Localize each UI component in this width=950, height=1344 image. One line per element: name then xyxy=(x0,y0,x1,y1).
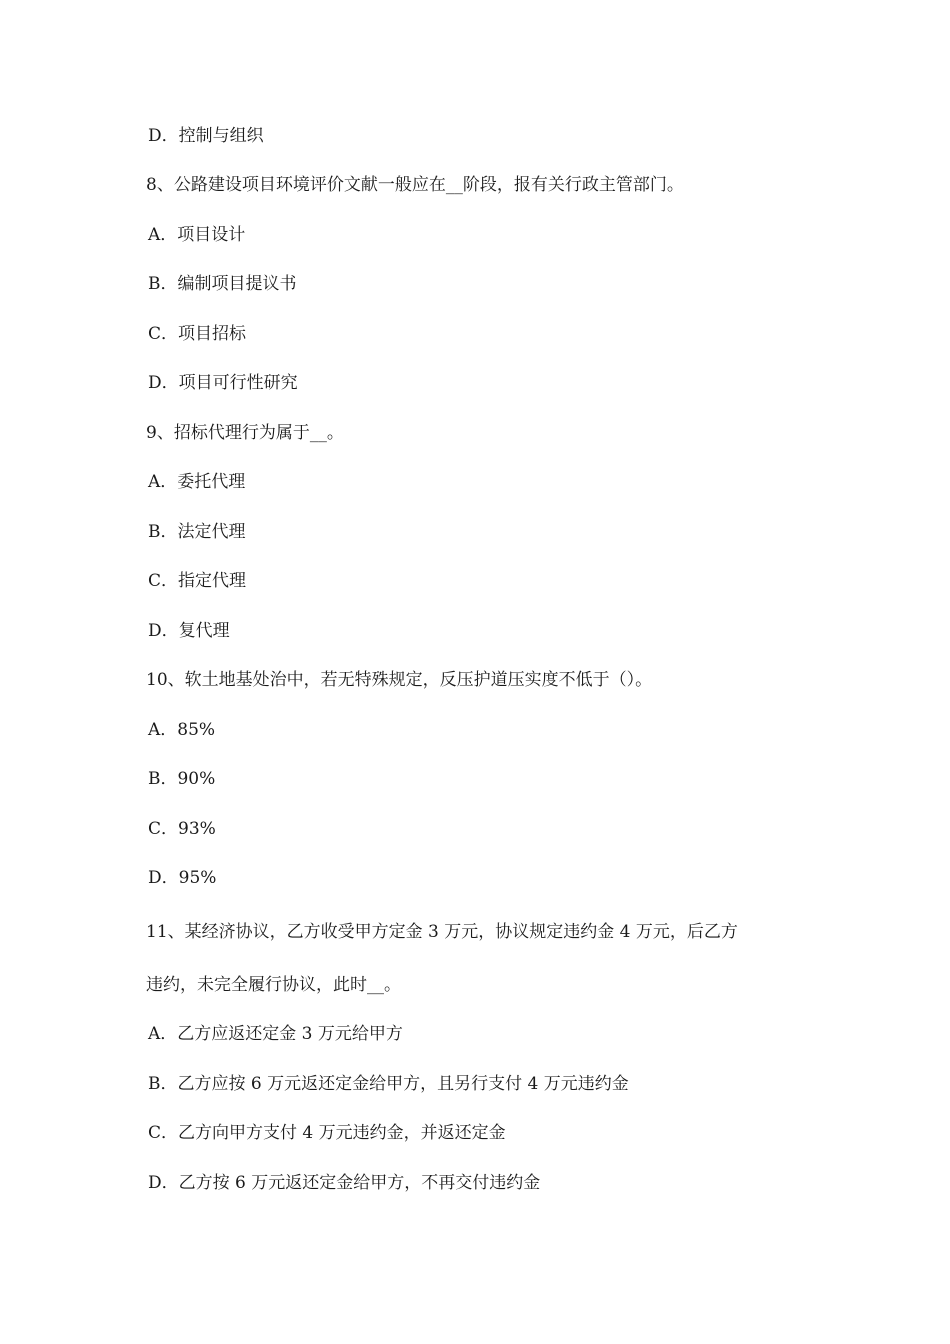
q10-option-d: D．95% xyxy=(148,868,217,888)
q8-option-d: D．项目可行性研究 xyxy=(148,373,298,393)
q11-option-d: D．乙方按 6 万元返还定金给甲方，不再交付违约金 xyxy=(148,1173,541,1193)
q10-option-c: C．93% xyxy=(148,819,216,839)
q8-option-a: A．项目设计 xyxy=(148,225,246,245)
q11-question-line-1: 11、某经济协议，乙方收受甲方定金 3 万元，协议规定违约金 4 万元，后乙方 xyxy=(146,922,738,942)
q9-option-d: D．复代理 xyxy=(148,621,230,641)
q9-question: 9、招标代理行为属于__。 xyxy=(146,423,344,443)
q7-option-d: D．控制与组织 xyxy=(148,126,264,146)
q9-option-a: A．委托代理 xyxy=(148,472,246,492)
q11-question-line-2: 违约，未完全履行协议，此时__。 xyxy=(146,975,401,995)
q9-option-b: B．法定代理 xyxy=(148,522,246,542)
q10-option-a: A．85% xyxy=(148,720,216,740)
q11-option-a: A．乙方应返还定金 3 万元给甲方 xyxy=(148,1024,403,1044)
q8-option-b: B．编制项目提议书 xyxy=(148,274,297,294)
q8-question: 8、公路建设项目环境评价文献一般应在__阶段，报有关行政主管部门。 xyxy=(146,175,684,195)
q10-option-b: B．90% xyxy=(148,769,216,789)
q11-option-b: B．乙方应按 6 万元返还定金给甲方，且另行支付 4 万元违约金 xyxy=(148,1074,629,1094)
q10-question: 10、软土地基处治中，若无特殊规定，反压护道压实度不低于（）。 xyxy=(146,670,653,690)
q9-option-c: C．指定代理 xyxy=(148,571,247,591)
q11-option-c: C．乙方向甲方支付 4 万元违约金，并返还定金 xyxy=(148,1123,506,1143)
q8-option-c: C．项目招标 xyxy=(148,324,247,344)
